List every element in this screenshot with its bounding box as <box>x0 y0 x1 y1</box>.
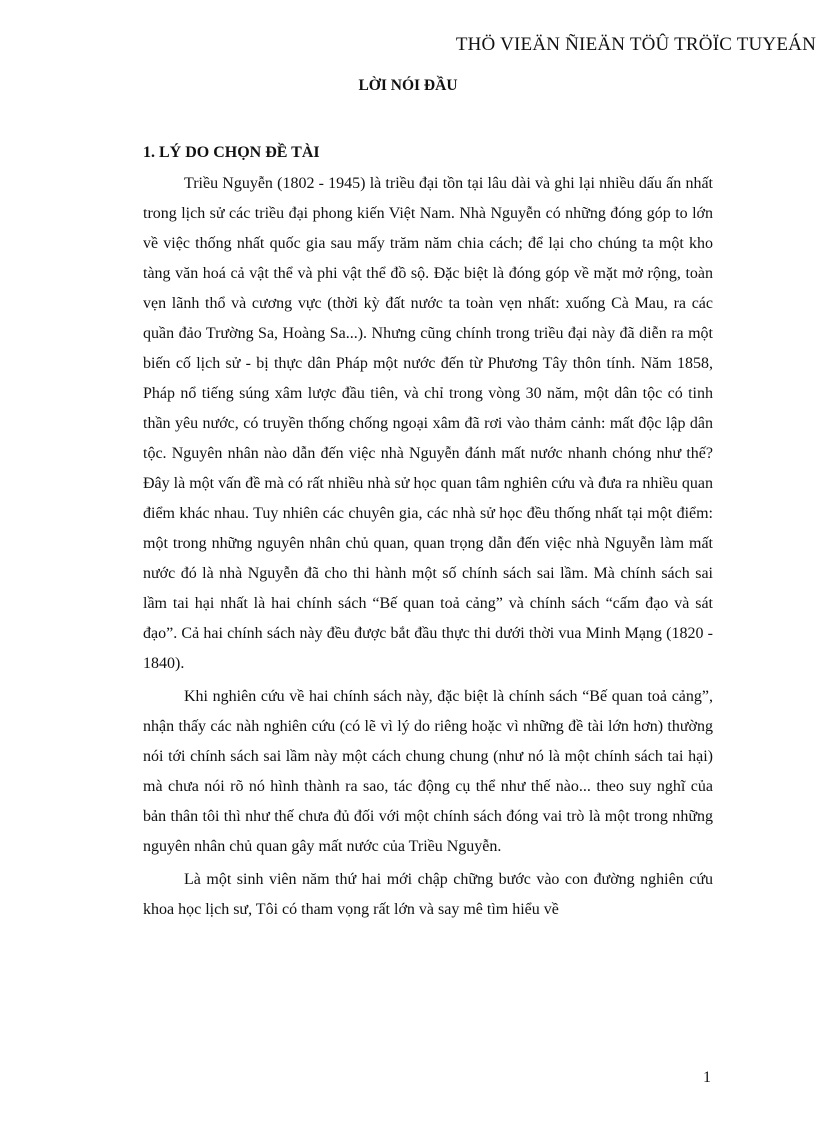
page-number: 1 <box>703 1069 711 1086</box>
body-text <box>143 169 713 925</box>
section-heading: 1. LÝ DO CHỌN ĐỀ TÀI <box>143 144 320 161</box>
page-header: THÖ VIEÄN ÑIEÄN TÖÛ TRÖÏC TUYEÁN <box>455 34 816 55</box>
paragraph: Triều Nguyễn (1802 - 1945) là triều đại tồn tại lâu dài và ghi lại nhiều dấu ấn nhất trong lịch sử các triều đại phong kiến Việt Nam. Nhà Nguyễn có những đóng góp to lớn về việc thống nhất quốc gia sau mấy trăm năm chia cách; để lại cho chúng ta một kho tàng văn hoá cả vật thể và phi vật thể đồ sộ. Đặc biệt là đóng góp về mặt mở rộng, toàn vẹn lãnh thổ và cương vực (thời kỳ đất nước ta toàn vẹn nhất: xuống Cà Mau, ra các quần đảo Trường Sa, Hoàng Sa...). Nhưng cũng chính trong triều đại này đã diễn ra một biến cố lịch sử - bị thực dân Pháp một nước đến từ Phương Tây thôn tính. Năm 1858, Pháp nổ tiếng súng xâm lược đầu tiên, và chỉ trong vòng 30 năm, một dân tộc có tinh thần yêu nước, có truyền thống chống ngoại xâm đã rơi vào thảm cảnh: mất độc lập dân tộc. Nguyên nhân nào dẫn đến việc nhà Nguyễn đánh mất nước nhanh chóng như thế? Đây là một vấn đề mà có rất nhiều nhà sử học quan tâm nghiên cứu và đưa ra nhiều quan điểm khác nhau. Tuy nhiên các chuyên gia, các nhà sử học đều thống nhất tại một điểm: một trong những nguyên nhân chủ quan, quan trọng dẫn đến việc nhà Nguyễn làm mất nước đó là nhà Nguyễn đã cho thi hành một số chính sách sai lầm. Mà chính sách sai lầm tai hại nhất là hai chính sách “Bế quan toả cảng” và chính sách “cấm đạo và sát đạo”. Cả hai chính sách này đều được bắt đầu thực thi dưới thời vua Minh Mạng (1820 - 1840). <box>143 175 713 672</box>
paragraph: Là một sinh viên năm thứ hai mới chập chững bước vào con đường nghiên cứu khoa học lịch sư, Tôi có tham vọng rất lớn và say mê tìm hiểu về <box>143 871 713 918</box>
paragraph: Khi nghiên cứu về hai chính sách này, đặc biệt là chính sách “Bế quan toả cảng”, nhận thấy các nàh nghiên cứu (có lẽ vì lý do riêng hoặc vì những đề tài lớn hơn) thường nói tới chính sách sai lầm này một cách chung chung (như nó là một chính sách tai hại) mà chưa nói rõ nó hình thành ra sao, tác động cụ thể như thế nào... theo suy nghĩ của bản thân tôi thì như thế chưa đủ đối với một chính sách đóng vai trò là một trong những nguyên nhân chủ quan gây mất nước của Triều Nguyễn. <box>143 688 713 855</box>
page-title: LỜI NÓI ĐẦU <box>358 77 458 94</box>
